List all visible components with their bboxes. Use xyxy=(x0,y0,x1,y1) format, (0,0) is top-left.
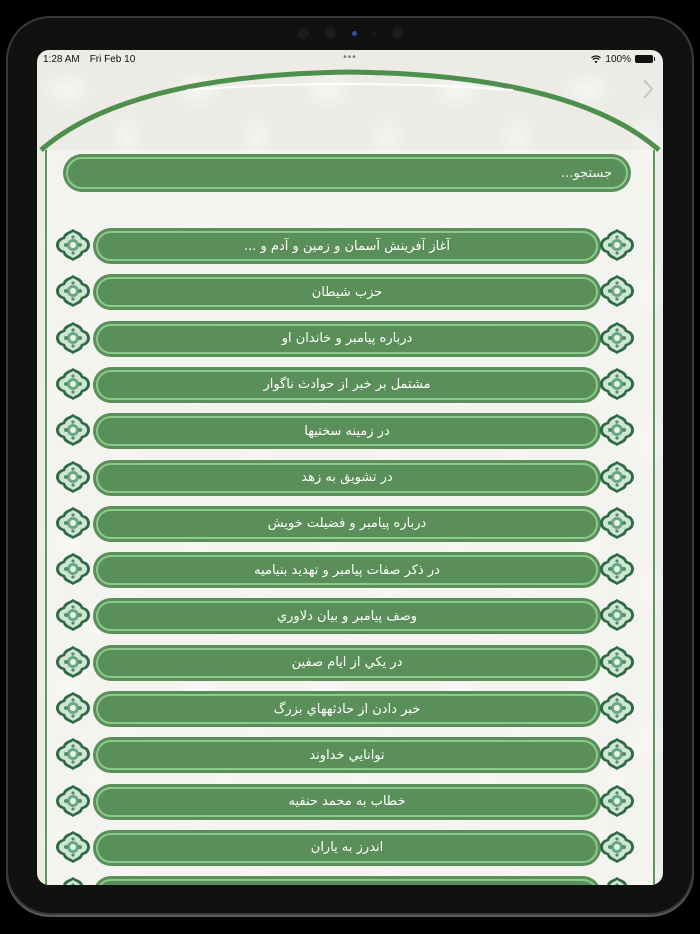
ornament-icon xyxy=(55,830,91,864)
ornament-icon xyxy=(55,784,91,818)
list-item[interactable] xyxy=(93,552,601,588)
ornament-icon xyxy=(599,413,635,447)
ornament-icon xyxy=(55,413,91,447)
ornament-icon xyxy=(599,274,635,308)
ornament-icon xyxy=(599,460,635,494)
list-item-label: درباره پيامبر و فضيلت خويش xyxy=(96,509,598,539)
ornament-icon xyxy=(599,506,635,540)
list-row xyxy=(37,596,663,634)
list-row xyxy=(37,504,663,542)
list-row xyxy=(37,550,663,588)
wifi-icon xyxy=(591,55,601,63)
list-item[interactable] xyxy=(93,598,601,634)
list-row xyxy=(37,411,663,449)
list-item[interactable] xyxy=(93,413,601,449)
ornament-icon xyxy=(55,228,91,262)
ornament-icon xyxy=(55,876,91,885)
app-screen xyxy=(37,50,663,885)
ornament-icon xyxy=(599,552,635,586)
list-item[interactable] xyxy=(93,460,601,496)
ornament-icon xyxy=(599,784,635,818)
ornament-icon xyxy=(55,645,91,679)
ornament-icon xyxy=(55,598,91,632)
battery-icon xyxy=(635,55,653,63)
sensor-icon xyxy=(392,28,403,39)
camera-icon xyxy=(352,31,357,36)
list-row xyxy=(37,828,663,866)
list-item[interactable] xyxy=(93,506,601,542)
ornament-icon xyxy=(599,321,635,355)
list-item[interactable] xyxy=(93,830,601,866)
list-item-label xyxy=(96,879,598,885)
ornament-icon xyxy=(599,645,635,679)
ornament-icon xyxy=(599,228,635,262)
list-item-label: وصف پيامبر و بيان دلاوري xyxy=(96,601,598,631)
list-item[interactable] xyxy=(93,691,601,727)
ornament-icon xyxy=(599,737,635,771)
search-bar[interactable] xyxy=(63,154,631,192)
ornament-icon xyxy=(599,876,635,885)
list-item[interactable] xyxy=(93,876,601,885)
list-item-label: در ذكر صفات پيامبر و تهديد بنياميه xyxy=(96,555,598,585)
status-time: 1:28 AM xyxy=(43,53,80,65)
ornament-icon xyxy=(55,691,91,725)
camera-bar xyxy=(8,24,692,42)
list-item-label: خبر دادن از حادثههاي بزرگ xyxy=(96,694,598,724)
chevron-right-icon[interactable] xyxy=(641,78,655,100)
list-row xyxy=(37,226,663,264)
ornament-icon xyxy=(55,367,91,401)
list-item[interactable] xyxy=(93,321,601,357)
list-item-label: مشتمل بر خبر از حوادث ناگوار xyxy=(96,370,598,400)
list-item-label: خطاب به محمد حنفيه xyxy=(96,787,598,817)
ornament-icon xyxy=(55,552,91,586)
list-item[interactable] xyxy=(93,228,601,264)
list-item-label: توانايي خداوند xyxy=(96,740,598,770)
status-right-group xyxy=(591,54,653,65)
ornament-icon xyxy=(599,598,635,632)
list-item-label: درباره پيامبر و خاندان او xyxy=(96,324,598,354)
multitasking-dots-icon[interactable]: ••• xyxy=(343,52,357,63)
sensor-icon xyxy=(298,28,309,39)
list-item[interactable] xyxy=(93,274,601,310)
list-item-label: حزب شيطان xyxy=(96,277,598,307)
list-item[interactable] xyxy=(93,784,601,820)
status-date: Fri Feb 10 xyxy=(89,53,136,65)
ornament-icon xyxy=(599,367,635,401)
list-item[interactable] xyxy=(93,645,601,681)
list-item-label: در زمينه سختيها xyxy=(96,416,598,446)
ornament-icon xyxy=(55,274,91,308)
list-row xyxy=(37,782,663,820)
list-item-label: در تشويق به زهد xyxy=(96,463,598,493)
ornament-icon xyxy=(599,830,635,864)
list-row xyxy=(37,735,663,773)
sensor-icon xyxy=(373,32,376,35)
list-row xyxy=(37,365,663,403)
list-item[interactable] xyxy=(93,367,601,403)
ornament-icon xyxy=(55,506,91,540)
ornament-icon xyxy=(55,321,91,355)
sensor-icon xyxy=(325,28,336,39)
ornament-icon xyxy=(599,691,635,725)
search-field-border xyxy=(66,157,628,189)
ornament-icon xyxy=(55,460,91,494)
battery-percent: 100% xyxy=(605,53,631,65)
list-row xyxy=(37,874,663,885)
list-row xyxy=(37,458,663,496)
list-item-label: در يكي از ايام صفين xyxy=(96,648,598,678)
list-row xyxy=(37,689,663,727)
list-item[interactable] xyxy=(93,737,601,773)
list-row xyxy=(37,272,663,310)
ornament-icon xyxy=(55,737,91,771)
list-row xyxy=(37,643,663,681)
list-item-label: آغاز آفرينش آسمان و زمين و آدم و ... xyxy=(96,231,598,261)
list-row xyxy=(37,319,663,357)
search-input[interactable] xyxy=(68,166,612,181)
list-item-label: اندرز به ياران xyxy=(96,833,598,863)
status-bar xyxy=(37,50,663,68)
